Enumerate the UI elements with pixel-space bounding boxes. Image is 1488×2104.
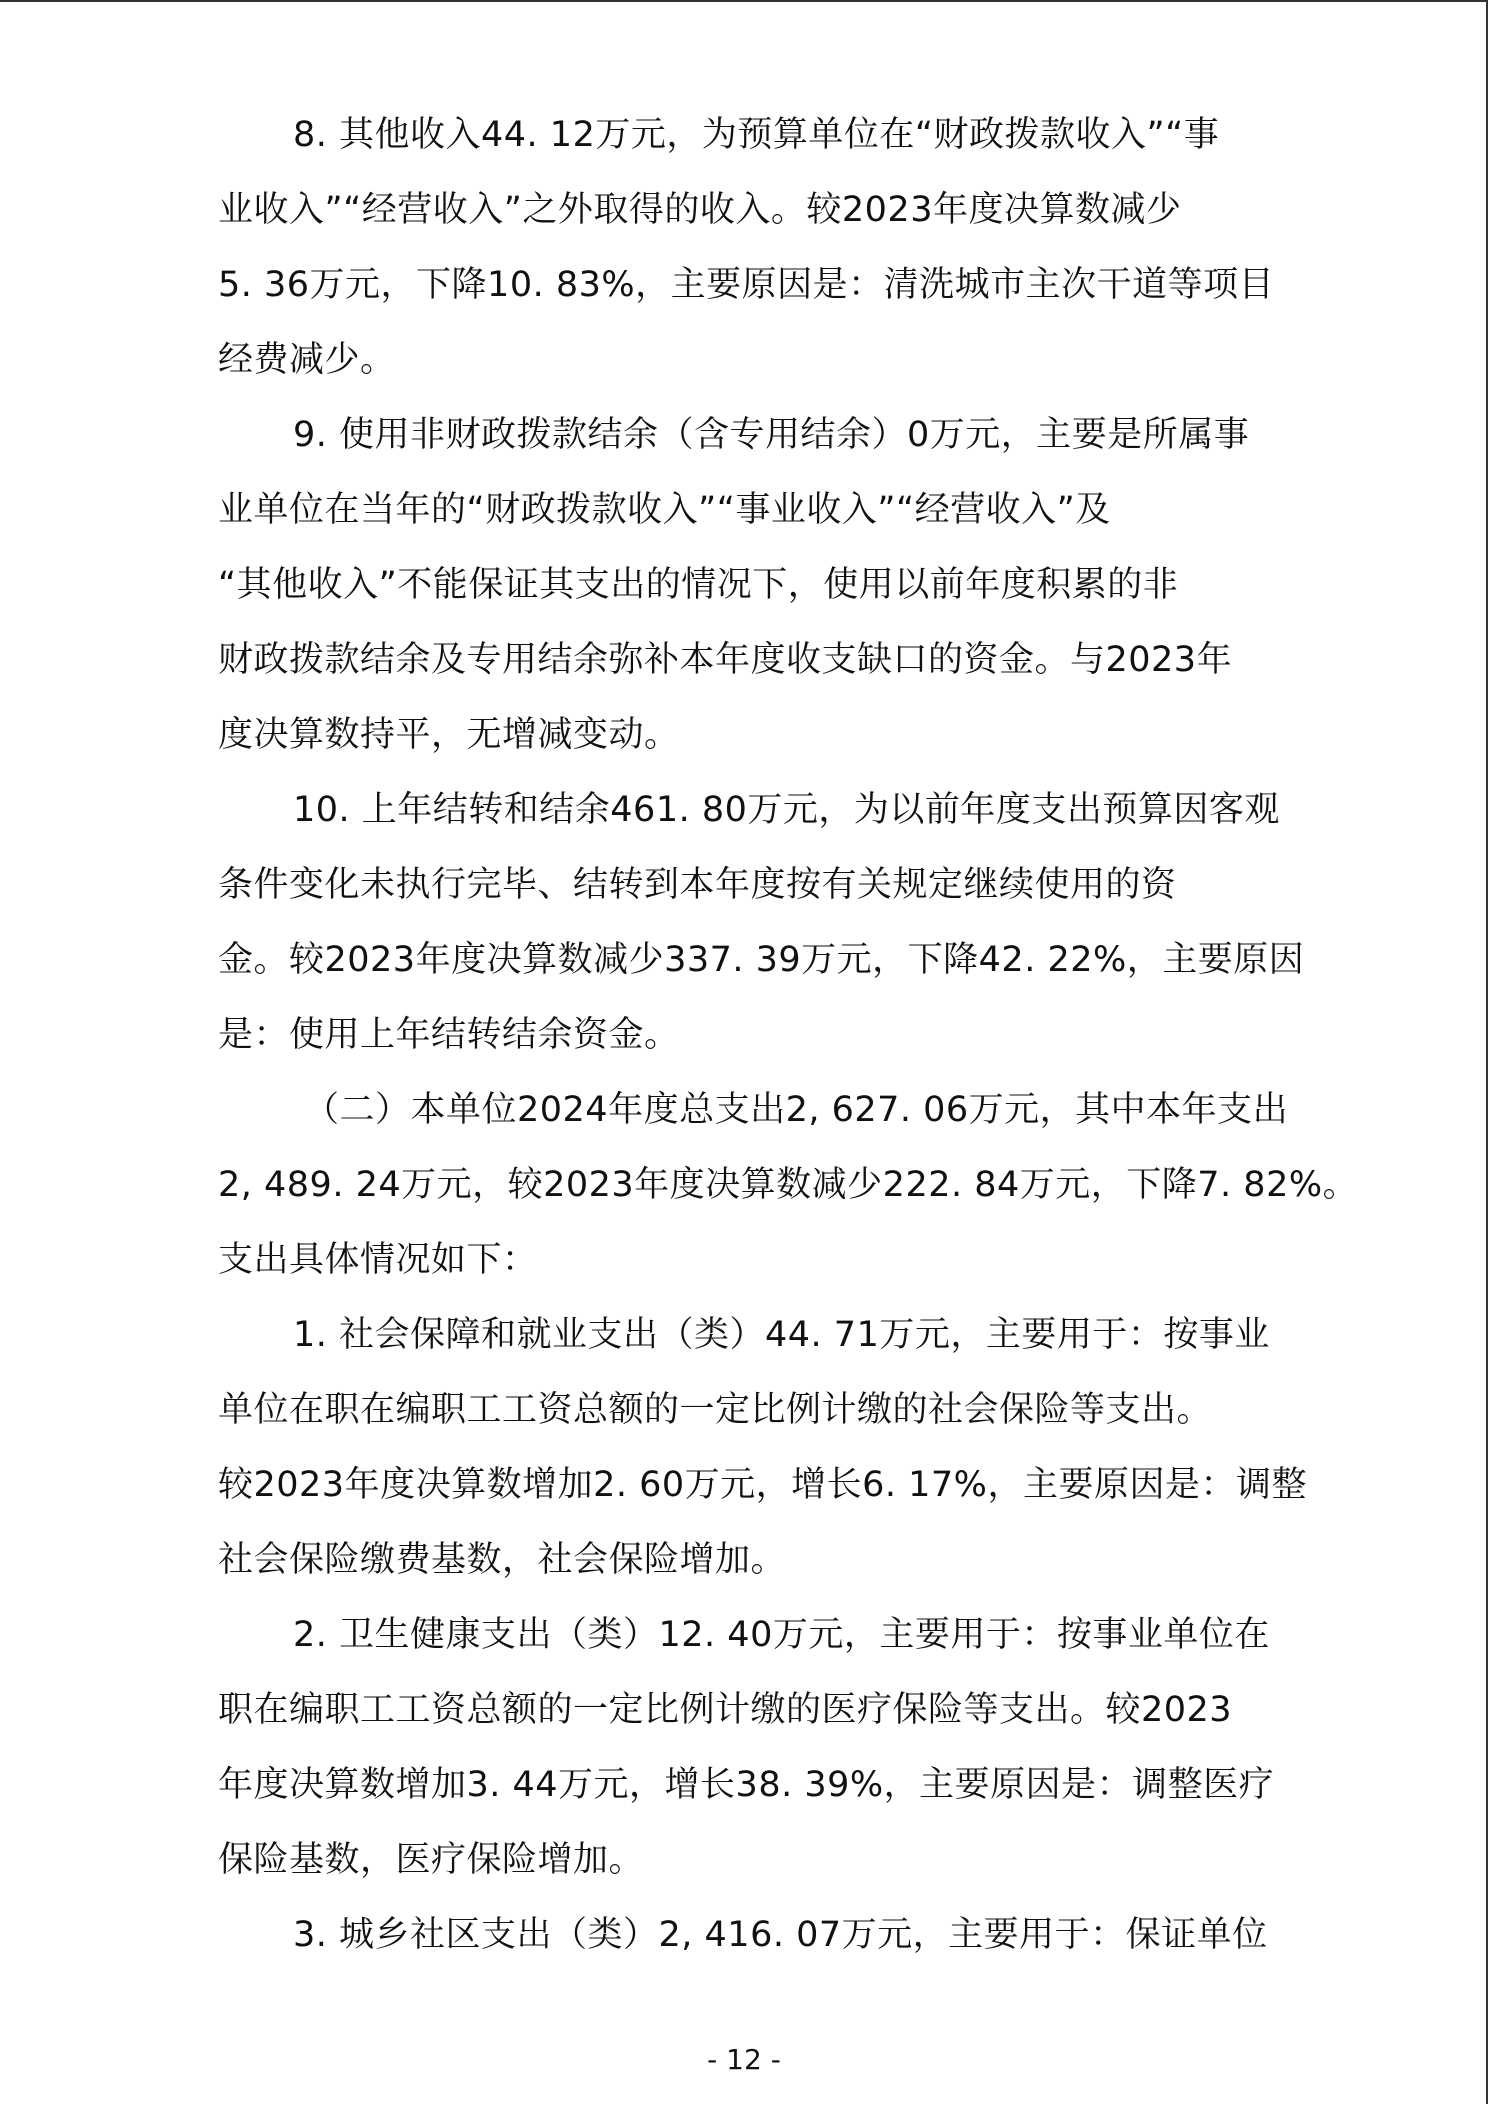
- paragraph-line: 业收入”“经营收入”之外取得的收入。较2023年度决算数减少: [218, 190, 1182, 230]
- paragraph-line: 业单位在当年的“财政拨款收入”“事业收入”“经营收入”及: [218, 490, 1111, 530]
- page-top-border: [0, 0, 1488, 2]
- paragraph-line: 5. 36万元，下降10. 83%，主要原因是：清洗城市主次干道等项目: [218, 265, 1275, 305]
- paragraph-line: 经费减少。: [218, 340, 396, 380]
- paragraph-line: “其他收入”不能保证其支出的情况下，使用以前年度积累的非: [218, 565, 1179, 605]
- paragraph-line: 9. 使用非财政拨款结余（含专用结余）0万元，主要是所属事: [293, 415, 1250, 455]
- paragraph-line: 3. 城乡社区支出（类）2, 416. 07万元，主要用于：保证单位: [293, 1915, 1268, 1955]
- paragraph-line: 度决算数持平，无增减变动。: [218, 715, 680, 755]
- paragraph-line: 2. 卫生健康支出（类）12. 40万元，主要用于：按事业单位在: [293, 1615, 1270, 1655]
- paragraph-line: 是：使用上年结转结余资金。: [218, 1015, 680, 1055]
- document-body: [218, 98, 1359, 1973]
- paragraph-line: 金。较2023年度决算数减少337. 39万元，下降42. 22%，主要原因: [218, 940, 1305, 980]
- paragraph-line: 财政拨款结余及专用结余弥补本年度收支缺口的资金。与2023年: [218, 640, 1233, 680]
- paragraph-line: 单位在职在编职工工资总额的一定比例计缴的社会保险等支出。: [218, 1390, 1213, 1430]
- paragraph-line: 较2023年度决算数增加2. 60万元，增长6. 17%，主要原因是：调整: [218, 1465, 1307, 1505]
- paragraph-line: 条件变化未执行完毕、结转到本年度按有关规定继续使用的资: [218, 865, 1177, 905]
- paragraph-line: 保险基数，医疗保险增加。: [218, 1840, 645, 1880]
- paragraph-line: 1. 社会保障和就业支出（类）44. 71万元，主要用于：按事业: [293, 1315, 1270, 1355]
- paragraph-line: 社会保险缴费基数，社会保险增加。: [218, 1540, 787, 1580]
- paragraph-line: 年度决算数增加3. 44万元，增长38. 39%，主要原因是：调整医疗: [218, 1765, 1275, 1805]
- section-heading-line: （二）本单位2024年度总支出2, 627. 06万元，其中本年支出: [304, 1090, 1289, 1130]
- paragraph-line: 10. 上年结转和结余461. 80万元，为以前年度支出预算因客观: [293, 790, 1280, 830]
- paragraph-line: 2, 489. 24万元，较2023年度决算数减少222. 84万元，下降7. 82%。: [218, 1165, 1359, 1205]
- paragraph-line: 8. 其他收入44. 12万元，为预算单位在“财政拨款收入”“事: [293, 115, 1220, 155]
- paragraph-line: 支出具体情况如下：: [218, 1240, 538, 1280]
- page-number: - 12 -: [707, 2043, 781, 2076]
- paragraph-line: 职在编职工工资总额的一定比例计缴的医疗保险等支出。较2023: [218, 1690, 1233, 1730]
